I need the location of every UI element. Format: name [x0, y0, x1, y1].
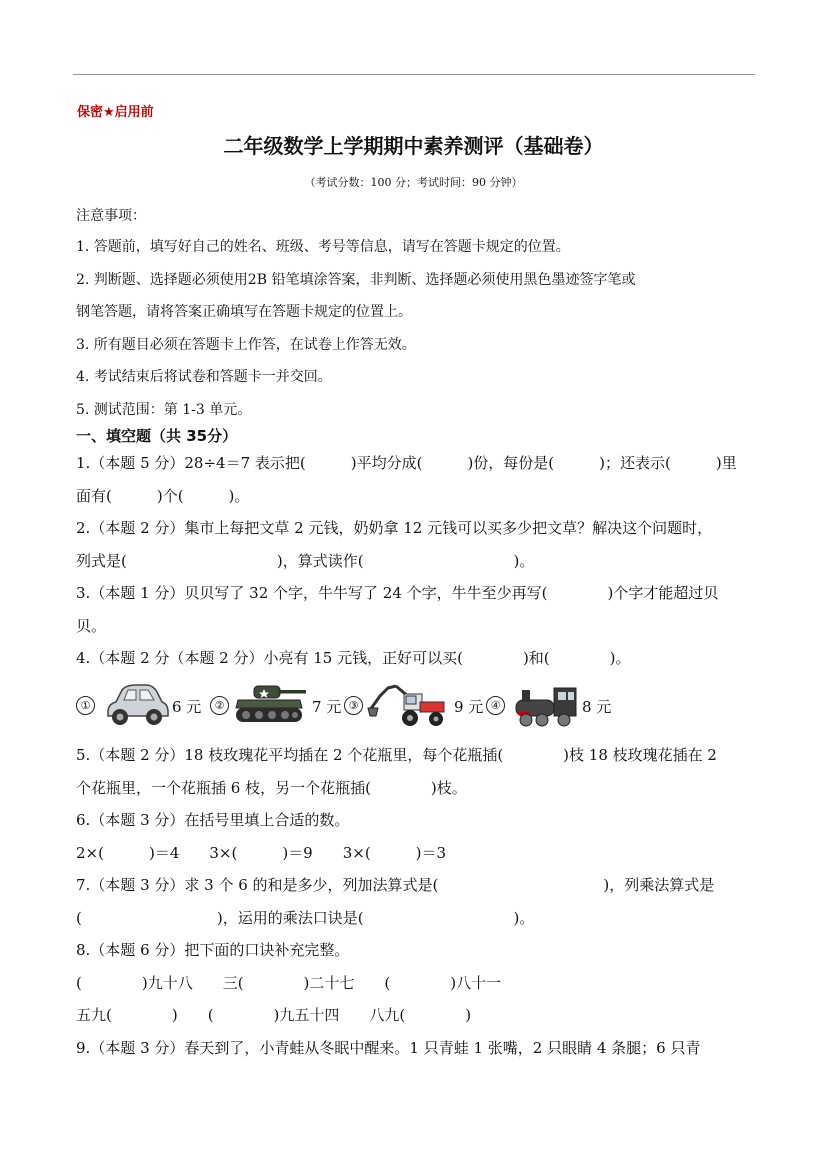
question-3-cont: 贝。 — [76, 617, 107, 635]
question-6: 6.（本题 3 分）在括号里填上合适的数。 — [76, 811, 350, 829]
question-2-cont: 列式是( )，算式读作( )。 — [76, 552, 535, 570]
question-4: 4.（本题 2 分（本题 2 分）小亮有 15 元钱，正好可以买( )和( )。 — [76, 649, 631, 667]
question-8-row2: 五九( ) ( )九五十四 八九( ) — [76, 1006, 472, 1024]
notes-heading: 注意事项： — [76, 208, 146, 224]
exam-info: （考试分数：100 分；考试时间：90 分钟） — [304, 176, 523, 189]
confidential-label: 保密★启用前 — [77, 105, 154, 120]
toy-price: 8 元 — [582, 698, 612, 716]
note-item: 3. 所有题目必须在答题卡上作答，在试卷上作答无效。 — [76, 337, 416, 353]
question-8: 8.（本题 6 分）把下面的口诀补充完整。 — [76, 941, 350, 959]
note-item: 钢笔答题，请将答案正确填写在答题卡规定的位置上。 — [76, 304, 412, 320]
excavator-icon — [366, 682, 452, 728]
question-7-cont: ( )，运用的乘法口诀是( )。 — [76, 909, 535, 927]
question-6-cont: 2×( )＝4 3×( )＝9 3×( )＝3 — [76, 844, 447, 862]
note-item: 1. 答题前，填写好自己的姓名、班级、考号等信息，请写在答题卡规定的位置。 — [76, 239, 570, 255]
train-icon — [510, 682, 582, 728]
question-9: 9.（本题 3 分）春天到了，小青蛙从冬眠中醒来。1 只青蛙 1 张嘴，2 只眼睛 4 条腿；6 只青 — [76, 1039, 701, 1057]
note-item: 4. 考试结束后将试卷和答题卡一并交回。 — [76, 369, 332, 385]
option-number: ① — [76, 696, 95, 715]
question-5-cont: 个花瓶里，一个花瓶插 6 枝，另一个花瓶插( )枝。 — [76, 779, 467, 797]
question-3: 3.（本题 1 分）贝贝写了 32 个字，牛牛写了 24 个字，牛牛至少再写( )个字才能超过贝 — [76, 584, 719, 602]
note-item: 5. 测试范围：第 1-3 单元。 — [76, 402, 252, 418]
header-rule — [73, 74, 755, 75]
tank-icon — [232, 682, 308, 728]
option-number: ④ — [486, 696, 505, 715]
option-number: ③ — [344, 696, 363, 715]
question-8-row1: ( )九十八 三( )二十七 ( )八十一 — [76, 974, 502, 992]
toy-price: 7 元 — [312, 698, 342, 716]
car-icon — [102, 682, 170, 728]
question-1: 1.（本题 5 分）28÷4＝7 表示把( )平均分成( )份，每份是( )；还表示( )里 — [76, 454, 737, 472]
question-2: 2.（本题 2 分）集市上每把文草 2 元钱，奶奶拿 12 元钱可以买多少把文草？解决这个问题时， — [76, 519, 713, 537]
question-5: 5.（本题 2 分）18 枝玫瑰花平均插在 2 个花瓶里，每个花瓶插( )枝 18 枝玫瑰花插在 2 — [76, 746, 717, 764]
toy-price: 6 元 — [172, 698, 202, 716]
option-number: ② — [210, 696, 229, 715]
question-1-cont: 面有( )个( )。 — [76, 487, 250, 505]
toy-options — [76, 682, 636, 730]
note-item: 2. 判断题、选择题必须使用2B 铅笔填涂答案，非判断、选择题必须使用黑色墨迹签字笔或 — [76, 272, 636, 288]
toy-price: 9 元 — [454, 698, 484, 716]
section-heading: 一、填空题（共 35分） — [76, 427, 238, 445]
question-7: 7.（本题 3 分）求 3 个 6 的和是多少，列加法算式是( )，列乘法算式是 — [76, 876, 715, 894]
page-title: 二年级数学上学期期中素养测评（基础卷） — [223, 134, 604, 158]
